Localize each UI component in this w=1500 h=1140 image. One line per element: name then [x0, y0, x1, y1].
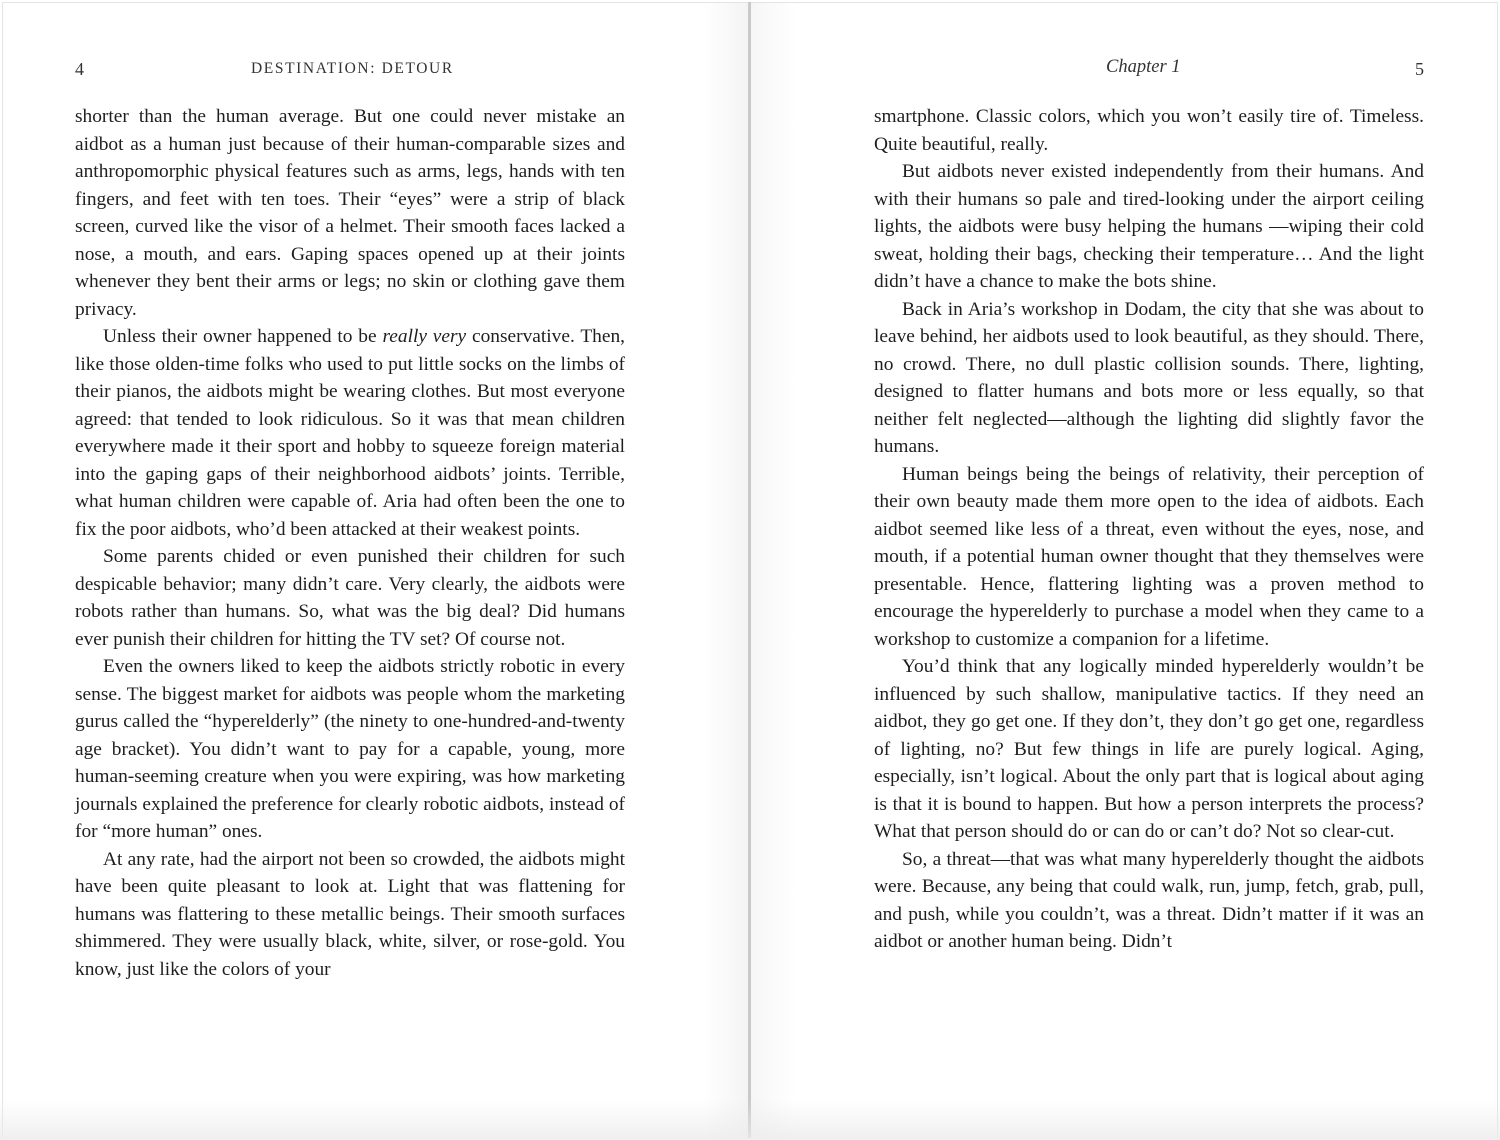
right-page-text — [874, 103, 1424, 956]
paragraph: You’d think that any logically minded hyperelderly wouldn’t be influenced by such shallow, manipulative tactics. If they need an aidbot, they go get one. If they don’t, they don’t go get one, regardless of lighting, no? But few things in life are purely logical. Aging, especially, isn’t logical. About the only part that is logical about aging is that it is bound to happen. But how a person interprets the process? What that person should do or can do or can’t do? Not so clear-cut. — [874, 656, 1424, 842]
paragraph: Even the owners liked to keep the aidbots strictly robotic in every sense. The biggest market for aidbots was people whom the marketing gurus called the “hyperelderly” (the ninety to one-hundred-and-twenty age bracket). You didn’t want to pay for a capable, young, more human-seeming creature when you were expiring, was how marketing journals explained the preference for clearly robotic aidbots, instead of for “more human” ones. — [75, 656, 625, 842]
page-number-right: 5 — [1415, 59, 1424, 79]
paragraph: Back in Aria’s workshop in Dodam, the city that she was about to leave behind, her aidbots used to look beautiful, as they should. There, no crowd. There, no dull plastic collision sounds. There, lighting, designed to flatter humans and bots more or less equally, so that neither felt neglected—although the lighting did slightly favor the humans. — [874, 298, 1424, 457]
paragraph: But aidbots never existed independently from their humans. And with their humans so pale and tired-looking under the airport ceiling lights, the aidbots were busy helping the humans —wiping their cold sweat, holding their bags, checking their temperature… And the light didn’t have a chance to make the bots shine. — [874, 161, 1424, 292]
paragraph — [75, 323, 625, 543]
page-number-left: 4 — [75, 59, 84, 79]
left-page-text — [75, 103, 625, 983]
paragraph: So, a threat—that was what many hyperelderly thought the aidbots were. Because, any being that could walk, run, jump, fetch, grab, pull, and push, while you couldn’t, was a threat. Didn’t matter if it was an aidbot or another human being. Didn’t — [874, 848, 1424, 952]
paragraph: Human beings being the beings of relativity, their perception of their own beauty made them more open to the idea of aidbots. Each aidbot seemed like less of a threat, even without the eyes, nose, and mouth, if a potential human owner thought that they themselves were presentable. Hence, flattering lighting was a proven method to encourage the hyperelderly to purchase a model when they came to a workshop to customize a companion for a lifetime. — [874, 463, 1424, 650]
running-head-chapter: Chapter 1 — [1106, 57, 1181, 77]
paragraph-text: conservative. Then, like those olden-time folks who used to put little socks on the limbs of their pianos, the aidbots might be wearing clothes. But most everyone agreed: that tended to look ridiculous. So it was that mean children everywhere made it their sport and hobby to squeeze foreign material into the gaping gaps of their neighborhood aidbots’ joints. Terrible, what human children were capable of. Aria had often been the one to fix the poor aidbots, who’d been attacked at their weakest points. — [75, 326, 626, 540]
right-page[interactable] — [751, 2, 1498, 1138]
emphasis-text: really very — [382, 326, 467, 347]
paragraph-text: Unless their owner happened to be — [103, 326, 383, 347]
paragraph: Some parents chided or even punished their children for such despicable behavior; many didn’t care. Very clearly, the aidbots were robots rather than humans. So, what was the big deal? Did humans ever punish their children for hitting the TV set? Of course not. — [75, 546, 625, 650]
running-head-book-title: DESTINATION: DETOUR — [251, 60, 454, 77]
paragraph: smartphone. Classic colors, which you won’t easily tire of. Timeless. Quite beautiful, really. — [874, 106, 1424, 155]
paragraph: At any rate, had the airport not been so crowded, the aidbots might have been quite pleasant to look at. Light that was flattening for humans was flattering to these metallic beings. Their smooth surfaces shimmered. They were usually black, white, silver, or rose-gold. You know, just like the colors of your — [75, 848, 625, 980]
left-page[interactable] — [2, 2, 748, 1138]
paragraph: shorter than the human average. But one could never mistake an aidbot as a human just because of their human-comparable sizes and anthropomorphic physical features such as arms, legs, hands with ten fingers, and feet with ten toes. Their “eyes” were a strip of black screen, curved like the visor of a helmet. Their smooth faces lacked a nose, a mouth, and ears. Gaping spaces opened up at their joints whenever they bent their arms or legs; no skin or clothing gave them privacy. — [75, 106, 625, 320]
